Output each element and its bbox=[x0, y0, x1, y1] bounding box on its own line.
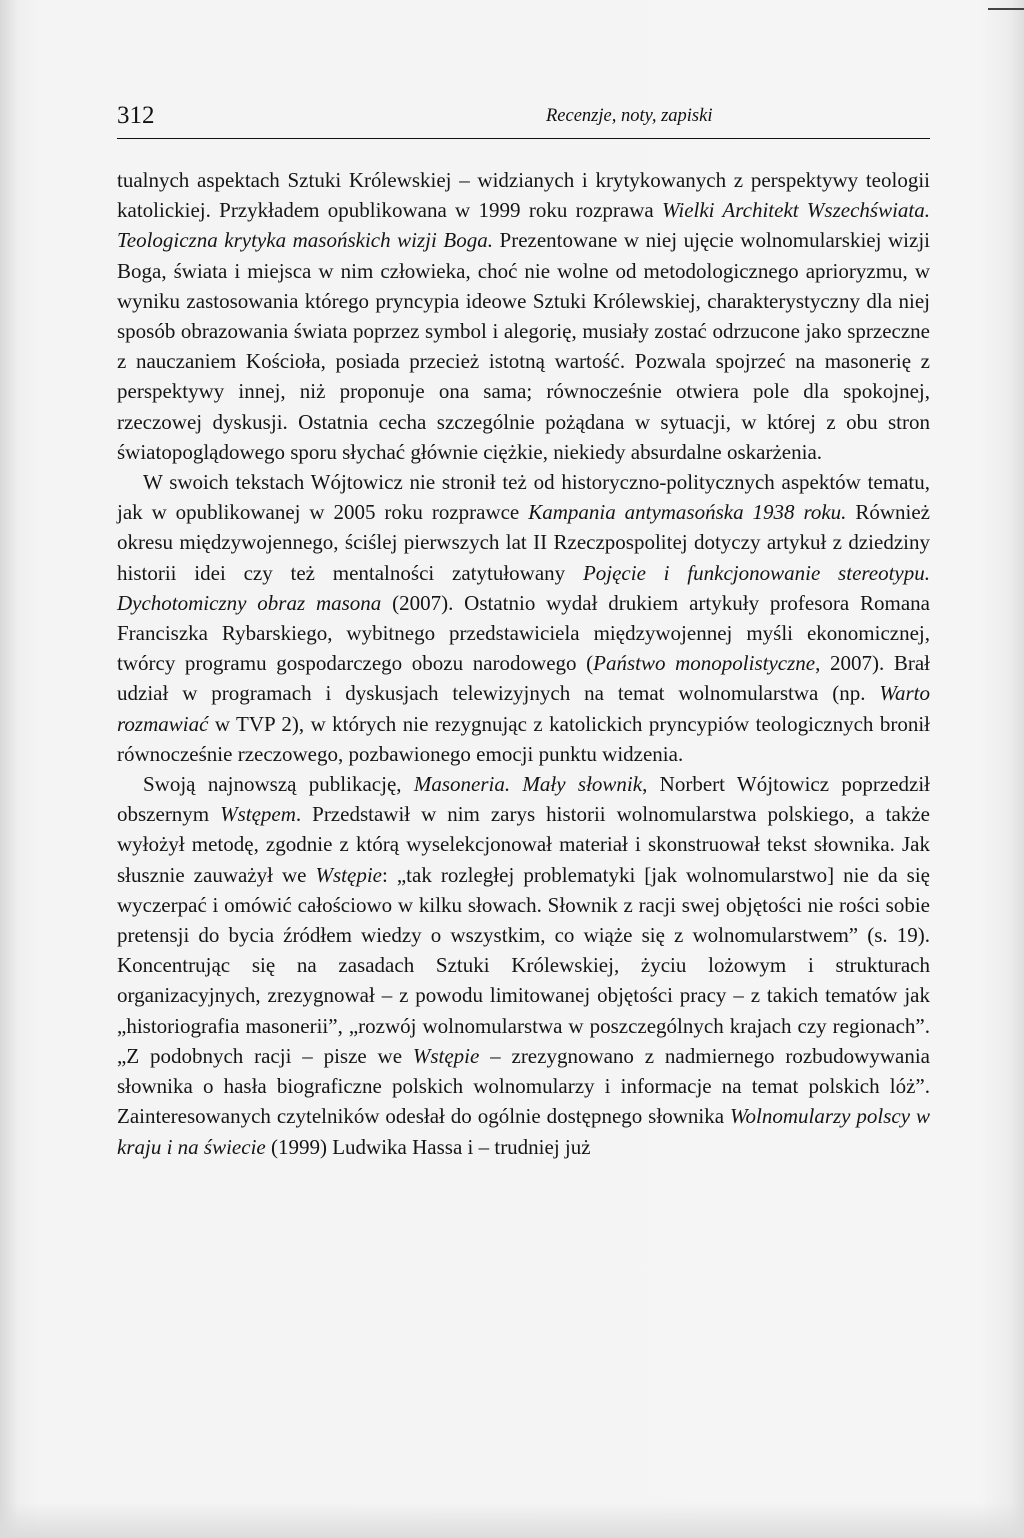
text-run: : „tak rozległej problematyki [jak wolnomularstwo] nie da się wyczerpać i omówić całościowo w kilku słowach. Słownik z racji swej objętości nie rości sobie pretensji do bycia źródłem wiedzy o wszystkim, co wiąże się z wolnomularstwem” (s. 19). Koncentrując się na zasadach Sztuki Królewskiej, życiu lożowym i strukturach organizacyjnych, zrezygnował – z powodu limitowanej objętości pracy – z takich tematów jak „historiografia masonerii”, „rozwój wolnomularstwa w poszczególnych krajach czy regionach”. „Z podobnych racji – pisze we bbox=[117, 862, 930, 1068]
italic-title: Warto rozmawiać bbox=[117, 681, 930, 736]
page-header bbox=[117, 96, 930, 139]
page-edge-mark bbox=[988, 8, 1024, 10]
body-text bbox=[117, 165, 930, 1162]
italic-title: Wstępie bbox=[412, 1043, 480, 1068]
text-run: W swoich tekstach Wójtowicz nie stronił też od historyczno-politycznych aspektów tematu, jak w opublikowanej w 2005 roku rozprawce bbox=[117, 470, 930, 525]
italic-title: Wolnomularzy polscy w kraju i na świecie bbox=[117, 1104, 930, 1159]
text-run: – zrezygnowano z nadmiernego rozbudowywania słownika o hasła biograficzne polskich wolnomularzy i informacje na temat polskich lóż”. Zainteresowanych czytelników odesłał do ogólnie dostępnego słownika bbox=[117, 1043, 930, 1129]
text-run: w TVP 2), w których nie rezygnując z katolickich pryncypiów teologicznych bronił równocześnie rzeczowego, pozbawionego emocji punktu widzenia. bbox=[117, 711, 930, 766]
running-head: Recenzje, noty, zapiski bbox=[546, 106, 713, 126]
italic-title: Masoneria. Mały słownik bbox=[413, 772, 643, 797]
paragraph bbox=[117, 165, 930, 467]
text-run: tualnych aspektach Sztuki Królewskiej – widzianych i krytykowanych z perspektywy teologii katolickiej. Przykładem opublikowana w 1999 roku rozprawa bbox=[117, 168, 930, 223]
italic-title: Państwo monopolistyczne bbox=[593, 651, 816, 676]
italic-title: Kampania antymasońska 1938 roku. bbox=[528, 500, 847, 525]
italic-title: Wstępem bbox=[220, 802, 296, 827]
text-run: (1999) Ludwika Hassa i – trudniej już bbox=[265, 1134, 591, 1159]
text-run: , 2007). Brał udział w programach i dyskusjach telewizyjnych na temat wolnomularstwa (np. bbox=[117, 651, 930, 706]
text-run: . Przedstawił w nim zarys historii wolnomularstwa polskiego, a także wyłożył metodę, zgodnie z którą wyselekcjonował materiał i skonstruował tekst słownika. Jak słusznie zauważył we bbox=[117, 802, 930, 887]
page-number: 312 bbox=[117, 102, 155, 129]
italic-title: Pojęcie i funkcjonowanie stereotypu. Dychotomiczny obraz masona bbox=[117, 560, 931, 615]
text-run: (2007). Ostatnio wydał drukiem artykuły profesora Romana Franciszka Rybarskiego, wybitnego przedstawiciela międzywojennej myśli ekonomicznej, twórcy programu gospodarczego obozu narodowego ( bbox=[117, 590, 930, 676]
paragraph bbox=[117, 769, 930, 1162]
page-bottom-shadow bbox=[0, 1502, 1024, 1538]
paragraph bbox=[117, 467, 930, 769]
text-run: Również okresu międzywojennego, ściślej pierwszych lat II Rzeczpospolitej dotyczy artykuł z dziedziny historii idei czy też mentalności zatytułowany bbox=[117, 500, 930, 585]
text-run: Prezentowane w niej ujęcie wolnomularskiej wizji Boga, świata i miejsca w nim człowieka, choć nie wolne od metodologicznego aprioryzmu, w wyniku zastosowania którego pryncypia ideowe Sztuki Królewskiej, charakterystyczny dla niej sposób obrazowania świata poprzez symbol i alegorię, musiały zostać odrzucone jako sprzeczne z nauczaniem Kościoła, posiada przecież istotną wartość. Pozwala spojrzeć na masonerię z perspektywy innej, niż proponuje ona sama; równocześnie otwiera pole dla spokojnej, rzeczowej dyskusji. Ostatnia cecha szczególnie pożądana w sytuacji, w której z obu stron światopoglądowego sporu słychać głównie ciężkie, niekiedy absurdalne oskarżenia. bbox=[117, 228, 930, 464]
text-run: Swoją najnowszą publikację, bbox=[143, 772, 414, 797]
text-run: , Norbert Wójtowicz poprzedził obszernym bbox=[117, 772, 931, 827]
italic-title: Wstępie bbox=[315, 862, 382, 887]
italic-title: Wielki Architekt Wszechświata. Teologiczna krytyka masońskich wizji Boga. bbox=[117, 198, 930, 253]
